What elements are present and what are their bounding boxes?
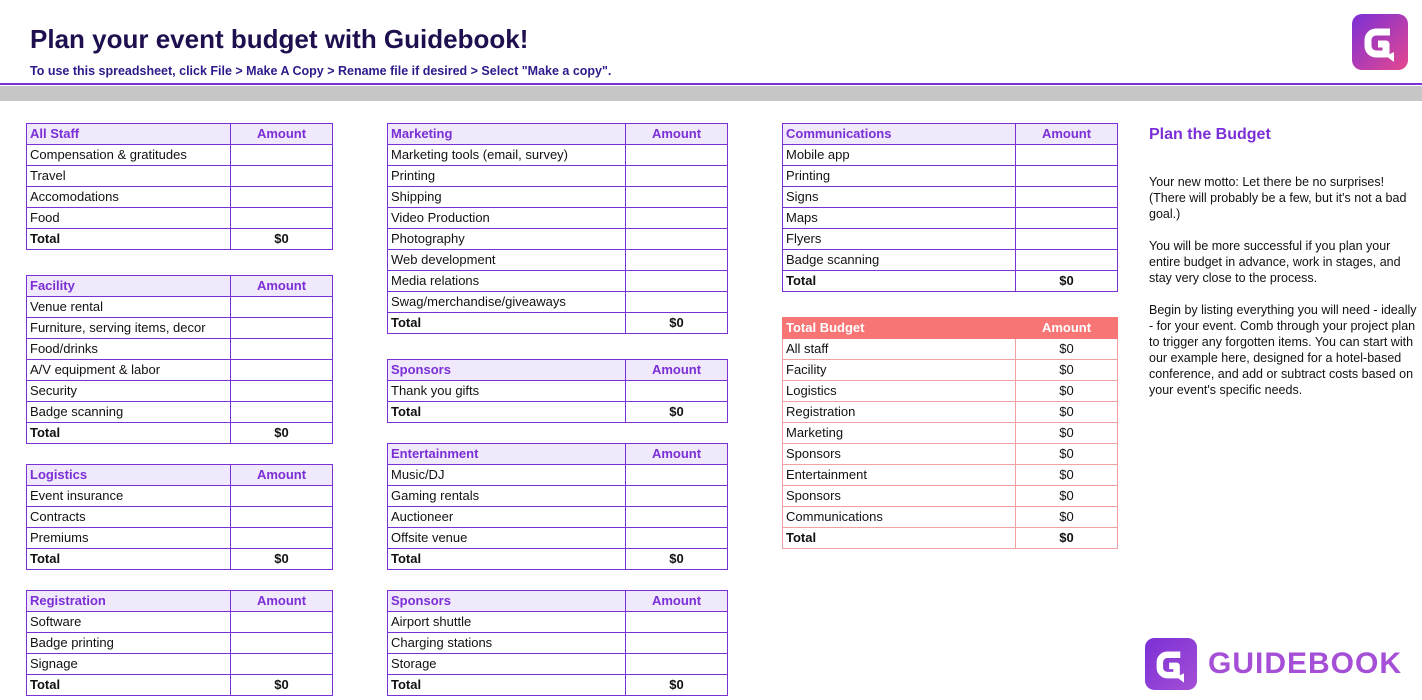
line-item-label[interactable]: Furniture, serving items, decor [27,318,231,339]
total-value[interactable]: $0 [1016,271,1118,292]
line-item-label[interactable]: Signage [27,654,231,675]
line-item-label[interactable]: Music/DJ [388,465,626,486]
amount-cell[interactable] [1016,145,1118,166]
budget-category-value[interactable]: $0 [1016,339,1118,360]
amount-header: Amount [626,360,728,381]
budget-category-label[interactable]: Communications [783,507,1016,528]
amount-cell[interactable] [626,507,728,528]
budget-category-value[interactable]: $0 [1016,465,1118,486]
amount-cell[interactable] [626,166,728,187]
amount-cell[interactable] [1016,250,1118,271]
amount-header: Amount [626,124,728,145]
table-title: Sponsors [388,360,626,381]
total-label[interactable]: Total [388,549,626,570]
entertainment-table [387,443,728,570]
line-item-label[interactable]: Media relations [388,271,626,292]
sponsors-table [387,359,728,423]
total-label[interactable]: Total [388,402,626,423]
total-label[interactable]: Total [388,313,626,334]
amount-cell[interactable] [231,528,333,549]
line-item-label[interactable]: Printing [783,166,1016,187]
amount-cell[interactable] [626,654,728,675]
total-value[interactable]: $0 [626,402,728,423]
amount-header: Amount [231,124,333,145]
line-item-label[interactable]: Badge scanning [783,250,1016,271]
table-title: Total Budget [783,318,1016,339]
line-item-label[interactable]: Accomodations [27,187,231,208]
line-item-label[interactable]: Premiums [27,528,231,549]
panel-paragraph: You will be more successful if you plan your entire budget in advance, work in stages, and stay very close to the process. [1149,239,1401,285]
total-value[interactable]: $0 [626,675,728,696]
logistics-table [26,464,333,570]
amount-cell[interactable] [1016,229,1118,250]
line-item-label[interactable]: Badge printing [27,633,231,654]
amount-cell[interactable] [231,654,333,675]
line-item-label[interactable]: Travel [27,166,231,187]
line-item-label[interactable]: Charging stations [388,633,626,654]
amount-header: Amount [231,276,333,297]
amount-cell[interactable] [626,271,728,292]
table-title: Logistics [27,465,231,486]
amount-cell[interactable] [626,465,728,486]
facility-table [26,275,333,444]
total-label[interactable]: Total [27,675,231,696]
amount-cell[interactable] [626,187,728,208]
line-item-label[interactable]: Web development [388,250,626,271]
budget-category-label[interactable]: Logistics [783,381,1016,402]
budget-category-label[interactable]: Marketing [783,423,1016,444]
amount-cell[interactable] [231,633,333,654]
total-value[interactable]: $0 [1016,528,1118,549]
line-item-label[interactable]: Swag/merchandise/giveaways [388,292,626,313]
table-title: Sponsors [388,591,626,612]
amount-cell[interactable] [626,486,728,507]
line-item-label[interactable]: Food/drinks [27,339,231,360]
amount-cell[interactable] [1016,166,1118,187]
panel-paragraph: Begin by listing everything you will need - ideally - for your event. Comb through your project plan to trigger any forgotten items. You can start with our example here, designed for a hotel-based conference, and add or subtract costs based on your event's specific needs. [1149,303,1417,397]
line-item-label[interactable]: Badge scanning [27,402,231,423]
line-item-label[interactable]: Auctioneer [388,507,626,528]
total-budget-table [782,317,1118,549]
total-value[interactable]: $0 [231,229,333,250]
sponsors-table-2 [387,590,728,696]
amount-cell[interactable] [626,250,728,271]
total-value[interactable]: $0 [626,313,728,334]
amount-header: Amount [1016,318,1118,339]
registration-table [26,590,333,696]
table-title: Communications [783,124,1016,145]
line-item-label[interactable]: Flyers [783,229,1016,250]
budget-category-label[interactable]: Sponsors [783,444,1016,465]
line-item-label[interactable]: Food [27,208,231,229]
amount-cell[interactable] [231,145,333,166]
amount-header: Amount [231,591,333,612]
amount-cell[interactable] [231,381,333,402]
marketing-table [387,123,728,334]
total-label[interactable]: Total [388,675,626,696]
guidebook-brand-logo [1145,638,1417,690]
amount-header: Amount [626,591,728,612]
line-item-label[interactable]: Signs [783,187,1016,208]
panel-paragraph: Your new motto: Let there be no surprises! (There will probably be a few, but it's not a bad goal.) [1149,175,1407,221]
amount-cell[interactable] [231,612,333,633]
amount-cell[interactable] [231,360,333,381]
budget-category-label[interactable]: Facility [783,360,1016,381]
line-item-label[interactable]: Thank you gifts [388,381,626,402]
amount-cell[interactable] [231,402,333,423]
total-label[interactable]: Total [27,549,231,570]
line-item-label[interactable]: Gaming rentals [388,486,626,507]
budget-category-label[interactable]: Registration [783,402,1016,423]
line-item-label[interactable]: Software [27,612,231,633]
line-item-label[interactable]: Video Production [388,208,626,229]
amount-cell[interactable] [231,297,333,318]
total-value[interactable]: $0 [231,549,333,570]
amount-cell[interactable] [626,633,728,654]
total-label[interactable]: Total [783,528,1016,549]
amount-header: Amount [626,444,728,465]
line-item-label[interactable]: Marketing tools (email, survey) [388,145,626,166]
table-title: All Staff [27,124,231,145]
line-item-label[interactable]: Mobile app [783,145,1016,166]
total-value[interactable]: $0 [231,423,333,444]
line-item-label[interactable]: Event insurance [27,486,231,507]
line-item-label[interactable]: Contracts [27,507,231,528]
line-item-label[interactable]: Venue rental [27,297,231,318]
copy-instructions: To use this spreadsheet, click File > Make A Copy > Rename file if desired > Select "Make a copy". [30,64,612,78]
guidebook-g-logo-icon [1145,638,1197,690]
total-value[interactable]: $0 [231,675,333,696]
communications-table [782,123,1118,292]
table-title: Entertainment [388,444,626,465]
line-item-label[interactable]: Airport shuttle [388,612,626,633]
amount-cell[interactable] [231,208,333,229]
table-title: Registration [27,591,231,612]
all-staff-table [26,123,333,250]
table-title: Facility [27,276,231,297]
amount-cell[interactable] [231,339,333,360]
table-title: Marketing [388,124,626,145]
header-divider [0,83,1422,85]
budget-category-value[interactable]: $0 [1016,381,1118,402]
amount-cell[interactable] [626,612,728,633]
budget-category-value[interactable]: $0 [1016,360,1118,381]
amount-cell[interactable] [1016,208,1118,229]
budget-category-value[interactable]: $0 [1016,486,1118,507]
line-item-label[interactable]: Compensation & gratitudes [27,145,231,166]
line-item-label[interactable]: Storage [388,654,626,675]
amount-cell[interactable] [231,187,333,208]
amount-cell[interactable] [231,318,333,339]
panel-title: Plan the Budget [1149,126,1271,143]
plan-the-budget-panel [1149,126,1417,414]
amount-cell[interactable] [626,381,728,402]
amount-cell[interactable] [231,486,333,507]
frozen-row-band [0,86,1422,101]
amount-header: Amount [231,465,333,486]
budget-category-label[interactable]: All staff [783,339,1016,360]
line-item-label[interactable]: Offsite venue [388,528,626,549]
amount-cell[interactable] [626,229,728,250]
total-value[interactable]: $0 [626,549,728,570]
amount-header: Amount [1016,124,1118,145]
budget-category-label[interactable]: Sponsors [783,486,1016,507]
amount-cell[interactable] [626,208,728,229]
line-item-label[interactable]: Shipping [388,187,626,208]
guidebook-g-logo-icon [1352,14,1408,70]
line-item-label[interactable]: A/V equipment & labor [27,360,231,381]
budget-category-value[interactable]: $0 [1016,444,1118,465]
line-item-label[interactable]: Photography [388,229,626,250]
amount-cell[interactable] [626,528,728,549]
amount-cell[interactable] [231,507,333,528]
brand-wordmark: GUIDEBOOK [1208,647,1403,680]
line-item-label[interactable]: Printing [388,166,626,187]
amount-cell[interactable] [626,145,728,166]
budget-category-value[interactable]: $0 [1016,402,1118,423]
line-item-label[interactable]: Maps [783,208,1016,229]
amount-cell[interactable] [1016,187,1118,208]
amount-cell[interactable] [626,292,728,313]
total-label[interactable]: Total [783,271,1016,292]
page-header [0,0,1422,84]
page-title: Plan your event budget with Guidebook! [30,24,529,54]
total-label[interactable]: Total [27,229,231,250]
amount-cell[interactable] [231,166,333,187]
budget-category-value[interactable]: $0 [1016,507,1118,528]
budget-category-label[interactable]: Entertainment [783,465,1016,486]
total-label[interactable]: Total [27,423,231,444]
line-item-label[interactable]: Security [27,381,231,402]
budget-category-value[interactable]: $0 [1016,423,1118,444]
